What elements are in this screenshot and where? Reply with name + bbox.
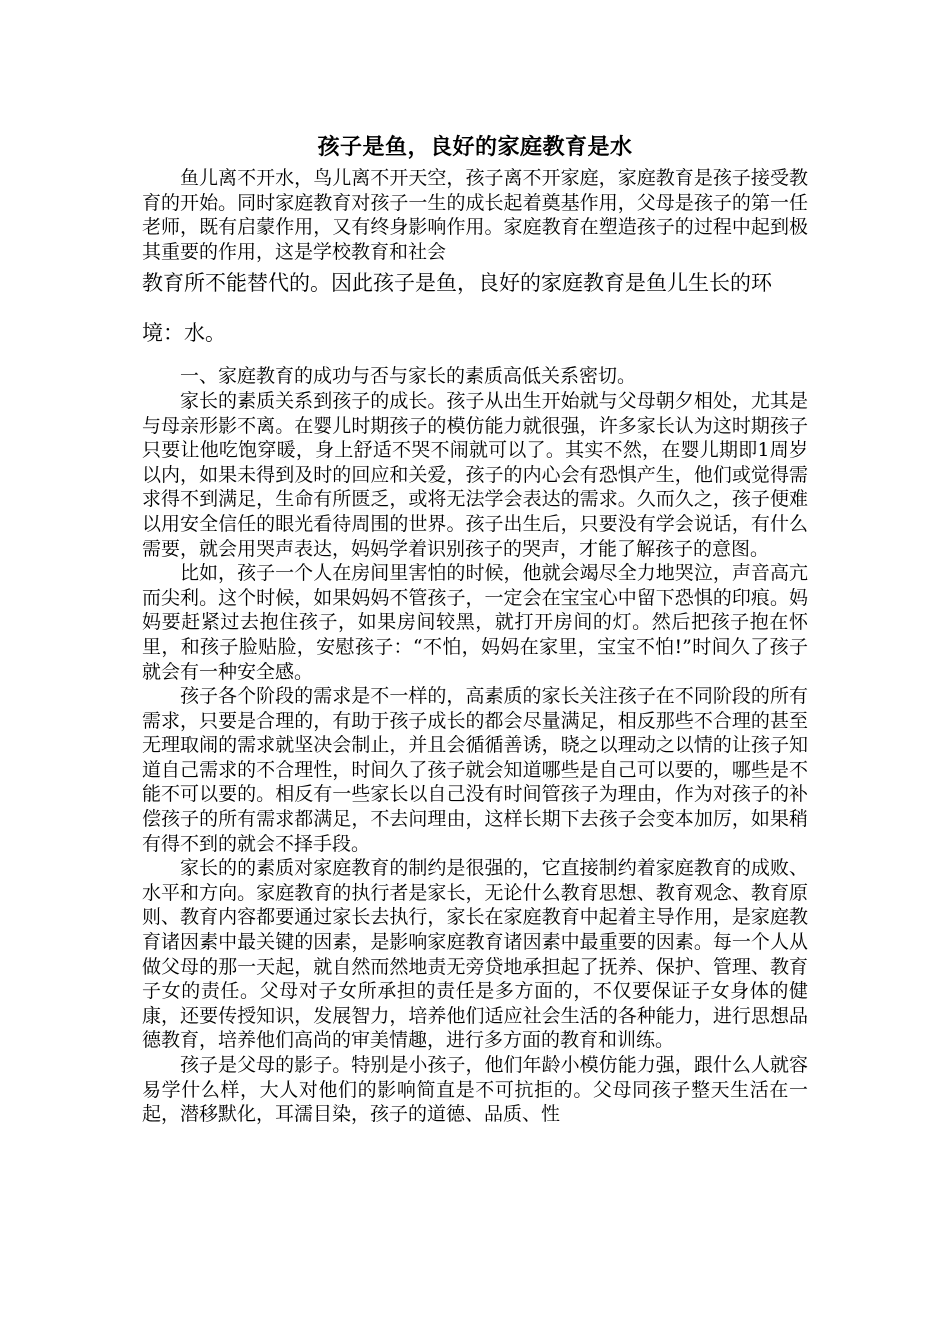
section-heading: 一、家庭教育的成功与否与家长的素质高低关系密切。 [180,365,637,388]
intro-paragraph-tail-block [142,258,808,358]
intro-paragraph: 鱼儿离不开水，鸟儿离不开天空，孩子离不开家庭，家庭教育是孩子接受教育的开始。同时家庭教育对孩子一生的成长起着奠基作用，父母是孩子的第一任老师，既有启蒙作用，又有终身影响作用。家庭教育在塑造孩子的过程中起到极其重要的作用，这是学校教育和社会 [142,167,808,263]
document-title: 孩子是鱼，良好的家庭教育是水 [317,134,633,160]
body-paragraph: 家长的素质关系到孩子的成长。孩子从出生开始就与父母朝夕相处，尤其是与母亲形影不离。在婴儿时期孩子的模仿能力就很强，许多家长认为这时期孩子只要让他吃饱穿暖，身上舒适不哭不闹就可以了。其实不然，在婴儿期即1周岁以内，如果未得到及时的回应和关爱，孩子的内心会有恐惧产生，他们或觉得需求得不到满足，生命有所匮乏，或将无法学会表达的需求。久而久之，孩子便难以用安全信任的眼光看待周围的世界。孩子出生后，只要没有学会说话，有什么需要，就会用哭声表达，妈妈学着识别孩子的哭声，才能了解孩子的意图。 [142,389,808,560]
intro-paragraph-tail: 教育所不能替代的。因此孩子是鱼，良好的家庭教育是鱼儿生长的环境：水。 [142,271,772,346]
body-paragraph: 孩子各个阶段的需求是不一样的，高素质的家长关注孩子在不同阶段的所有需求，只要是合理的，有助于孩子成长的都会尽量满足，相反那些不合理的甚至无理取闹的需求就坚决会制止，并且会循循善诱，晓之以理动之以情的让孩子知道自己需求的不合理性，时间久了孩子就会知道哪些是自己可以要的，哪些是不能不可以要的。相反有一些家长以自己没有时间管孩子为理由，作为对孩子的补偿孩子的所有需求都满足，不去问理由，这样长期下去孩子会变本加厉，如果稍有得不到的就会不择手段。 [142,685,808,855]
body-paragraph: 家长的的素质对家庭教育的制约是很强的，它直接制约着家庭教育的成败、水平和方向。家庭教育的执行者是家长，无论什么教育思想、教育观念、教育原则、教育内容都要通过家长去执行，家长在家庭教育中起着主导作用，是家庭教育诸因素中最关键的因素，是影响家庭教育诸因素中最重要的因素。每一个人从做父母的那一天起，就自然而然地责无旁贷地承担起了抚养、保护、管理、教育子女的责任。父母对子女所承担的责任是多方面的，不仅要保证子女身体的健康，还要传授知识，发展智力，培养他们适应社会生活的各种能力，进行思想品德教育，培养他们高尚的审美情趣，进行多方面的教育和训练。 [142,857,808,1052]
body-paragraph: 孩子是父母的影子。特别是小孩子，他们年龄小模仿能力强，跟什么人就容易学什么样，大人对他们的影响简直是不可抗拒的。父母同孩子整天生活在一起，潜移默化，耳濡目染，孩子的道德、品质、性 [142,1054,808,1126]
body-paragraph: 比如，孩子一个人在房间里害怕的时候，他就会竭尽全力地哭泣，声音高亢而尖利。这个时候，如果妈妈不管孩子，一定会在宝宝心中留下恐惧的印痕。妈妈要赶紧过去抱住孩子，如果房间较黑，就打开房间的灯。然后把孩子抱在怀里，和孩子脸贴脸，安慰孩子：“不怕，妈妈在家里，宝宝不怕!”时间久了孩子就会有一种安全感。 [142,562,808,683]
document-page [142,132,808,1127]
